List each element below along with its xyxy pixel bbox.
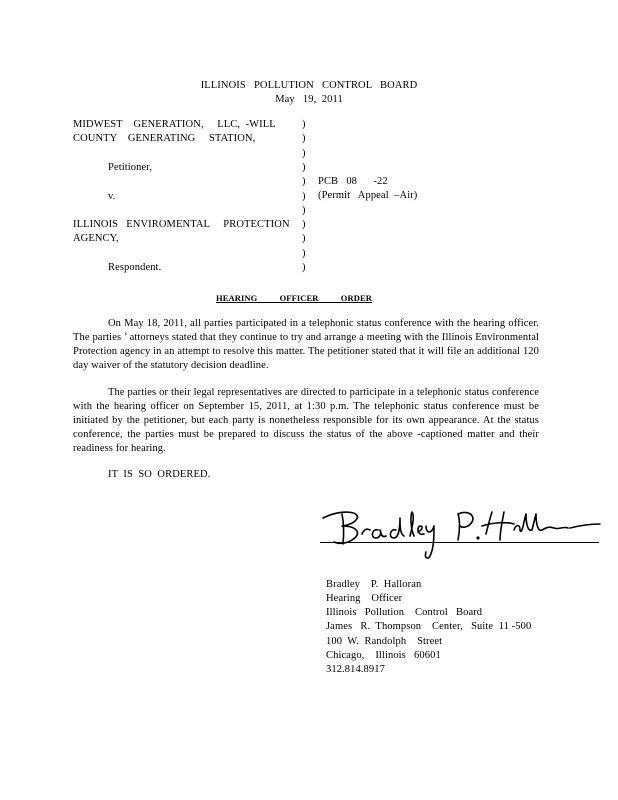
- caption-paren: ): [302, 248, 306, 259]
- case-number: PCB 08 -22: [318, 176, 388, 187]
- caption-paren: ): [302, 233, 306, 244]
- paragraph-2: The parties or their legal representatives are directed to participate in a telephonic status conference with the hearing officer on September 15, 2011, at 1:30 p.m. The telephonic status conference must be initiated by the petitioner, but each party is nonetheless responsible for its own appearance. At the status conference, the parties must be prepared to discuss the status of the above -captioned matter and their readiness for hearing.: [73, 387, 539, 454]
- caption-paren: ): [302, 133, 306, 144]
- petitioner-name-line1: MIDWEST GENERATION, LLC, -WILL: [73, 119, 276, 130]
- caption-paren: ): [302, 219, 306, 230]
- board-name: ILLINOIS POLLUTION CONTROL BOARD: [200, 80, 418, 91]
- caption-paren: ): [302, 119, 306, 130]
- address-line-2: 100 W. Randolph Street: [326, 636, 443, 647]
- signer-organization: Illinois Pollution Control Board: [326, 607, 483, 618]
- address-line-1: James R. Thompson Center, Suite 11 -500: [326, 621, 532, 632]
- caption-paren: ): [302, 162, 306, 173]
- address-line-3: Chicago, Illinois 60601: [326, 650, 441, 661]
- phone-number: 312.814.8917: [326, 664, 385, 675]
- versus-label: v.: [108, 191, 116, 202]
- petitioner-label: Petitioner,: [108, 162, 153, 173]
- signature-line: [320, 542, 599, 543]
- caption-paren: ): [302, 148, 306, 159]
- respondent-label: Respondent.: [108, 262, 162, 273]
- case-type: (Permit Appeal –Air): [318, 190, 418, 201]
- caption-paren: ): [302, 176, 306, 187]
- signer-title: Hearing Officer: [326, 593, 403, 604]
- caption-paren: ): [302, 205, 306, 216]
- so-ordered: IT IS SO ORDERED.: [108, 469, 211, 480]
- respondent-name-line2: AGENCY,: [73, 233, 119, 244]
- order-title: HEARING OFFICER ORDER: [216, 293, 372, 303]
- petitioner-name-line2: COUNTY GENERATING STATION,: [73, 133, 256, 144]
- caption-paren: ): [302, 262, 306, 273]
- handwritten-signature: [318, 500, 603, 562]
- paragraph-1: On May 18, 2011, all parties participated in a telephonic status conference with the hearing officer. The parties ’ attorneys stated that they continue to try and arrange a meeting with the Illinois Environmental Protection agency in an attempt to resolve this matter. The petitioner stated that it will file an additional 120 day waiver of the statutory decision deadline.: [73, 318, 539, 371]
- order-date: May 19, 2011: [275, 94, 343, 105]
- signer-name: Bradley P. Halloran: [326, 579, 422, 590]
- caption-paren: ): [302, 191, 306, 202]
- respondent-name-line1: ILLINOIS ENVIROMENTAL PROTECTION: [73, 219, 290, 230]
